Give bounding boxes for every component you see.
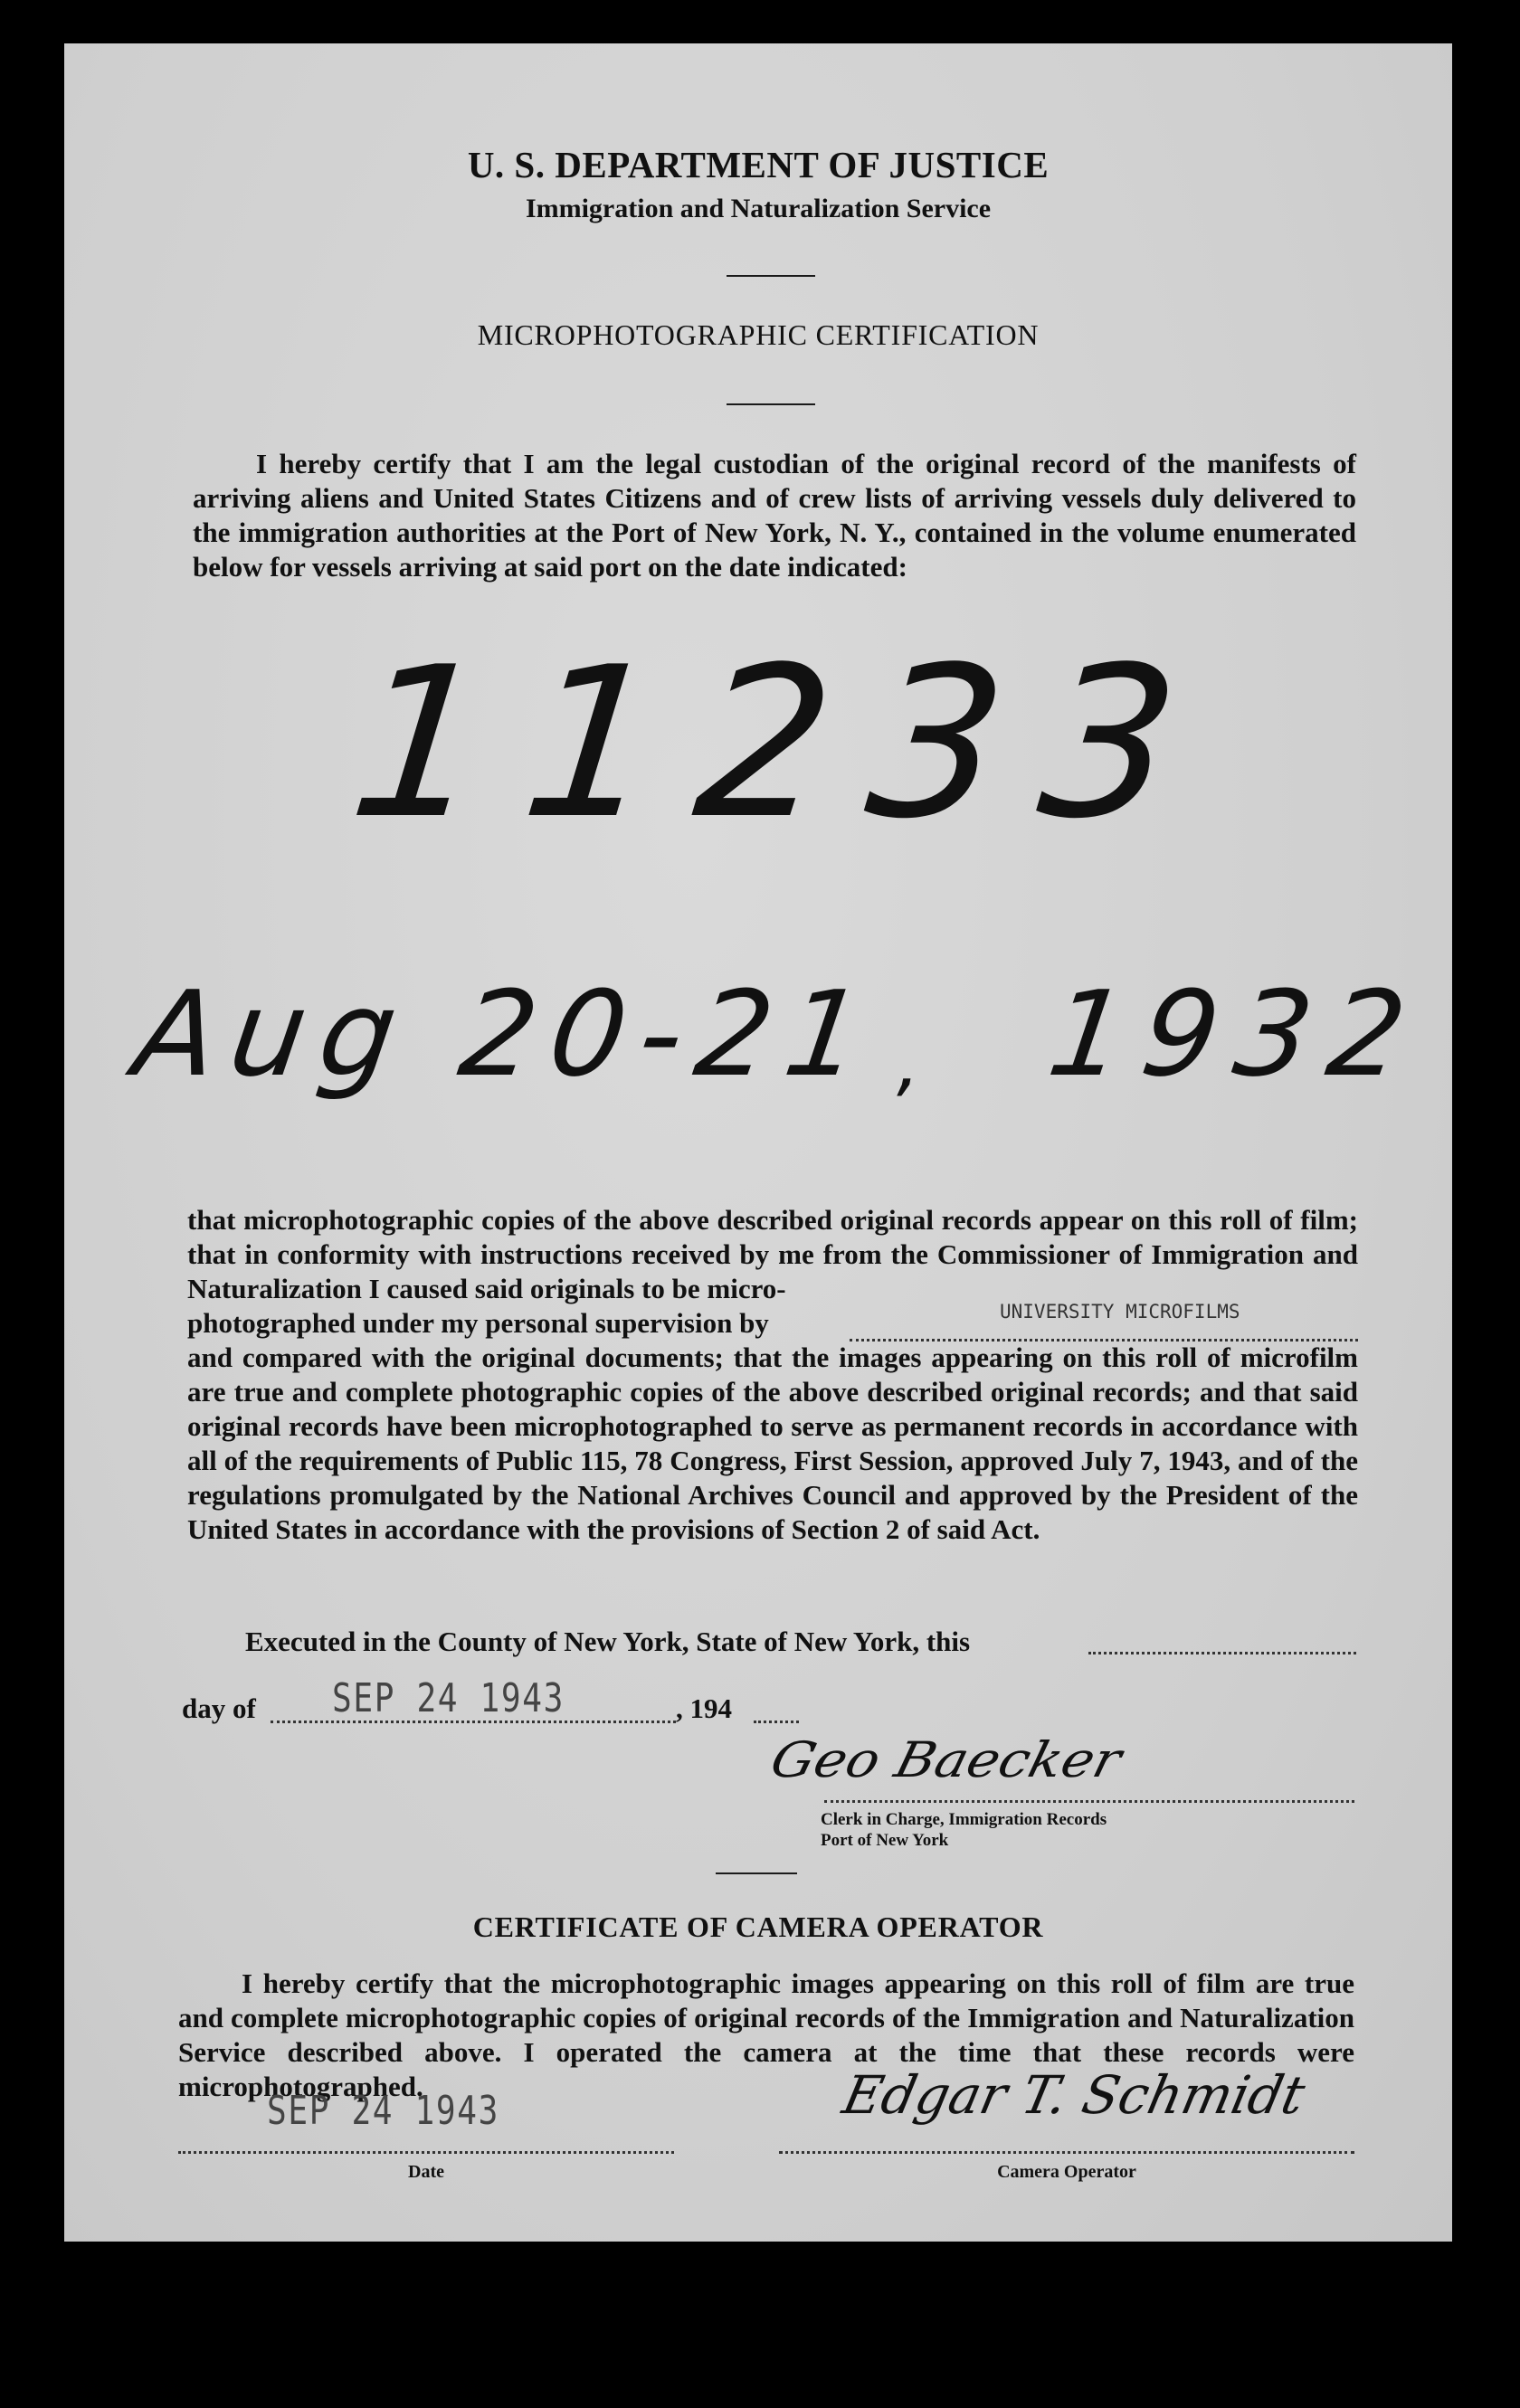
divider xyxy=(727,275,815,277)
executed-text: Executed in the County of New York, State of New York, this xyxy=(245,1626,971,1657)
camera-date-stamp: SEP 24 1943 xyxy=(267,2088,499,2134)
executed-day-line xyxy=(1088,1652,1356,1654)
microfilm-company-stamp: UNIVERSITY MICROFILMS xyxy=(1000,1301,1240,1323)
certificate-sheet xyxy=(64,43,1452,2242)
certification-title: MICROPHOTOGRAPHIC CERTIFICATION xyxy=(477,318,1040,351)
divider xyxy=(716,1872,797,1874)
camera-operator-signature: Edgar T. Schmidt xyxy=(837,2064,1311,2126)
clerk-signature-line xyxy=(824,1800,1354,1803)
body-paragraph-1: that microphotographic copies of the above described original records appear on this roll of film; that in conformity with instructions received by me from the Commissioner of Immigration and Naturalization I caused said originals to be micro- xyxy=(187,1204,1358,1304)
clerk-signature: Geo Baecker xyxy=(765,1731,1127,1788)
handwritten-comma: , xyxy=(897,1020,920,1104)
handwritten-volume-number: 11233 xyxy=(341,623,1228,865)
microfilm-company-line xyxy=(850,1303,1358,1341)
clerk-title-line2: Port of New York xyxy=(821,1831,949,1850)
date-label: Date xyxy=(408,2162,444,2182)
camera-operator-line xyxy=(779,2151,1354,2154)
camera-certificate-title: CERTIFICATE OF CAMERA OPERATOR xyxy=(472,1910,1044,1943)
service-subheading: Immigration and Naturalization Service xyxy=(525,194,992,223)
handwritten-dates: Aug 20-21 xyxy=(127,965,886,1103)
camera-date-line xyxy=(178,2151,674,2154)
executed-date-stamp: SEP 24 1943 xyxy=(332,1675,565,1721)
year-suffix-line xyxy=(754,1721,799,1723)
handwritten-year: 1932 xyxy=(1040,965,1432,1103)
intro-paragraph: I hereby certify that I am the legal custodian of the original record of the manifests of arriving aliens and United States Citizens and of crew lists of arriving vessels duly delivered to the immigration authorities at the Port of New York, N. Y., contained in the volume enumerated below for vessels arriving at said port on the date indicated: xyxy=(193,448,1356,583)
department-heading: U. S. DEPARTMENT OF JUSTICE xyxy=(467,144,1050,185)
camera-operator-label: Camera Operator xyxy=(997,2162,1136,2182)
divider xyxy=(727,403,815,405)
clerk-title-line1: Clerk in Charge, Immigration Records xyxy=(821,1810,1107,1829)
photographed-by-text: photographed under my personal supervision by xyxy=(187,1307,769,1339)
clerk-title xyxy=(821,1809,1107,1851)
day-of-label: day of xyxy=(182,1692,256,1724)
body-paragraph-2: and compared with the original documents; that the images appearing on this roll of microfilm are true and complete photographic copies of the above described original records; and that said original records have been microphotographed to serve as permanent records in accordance with all of the requirements of Public 115, 78 Congress, First Session, approved July 7, 1943, and of the regulations promulgated by the National Archives Council and approved by the President of the United States in accordance with the provisions of Section 2 of said Act. xyxy=(187,1341,1358,1545)
year-prefix: , 194 xyxy=(676,1692,732,1724)
camera-certificate-text: I hereby certify that the microphotographic images appearing on this roll of film are true and complete microphotographic copies of original records of the Immigration and Naturalization Service described above. I operated the camera at the time that these records were microphotographed. xyxy=(178,1967,1354,2102)
